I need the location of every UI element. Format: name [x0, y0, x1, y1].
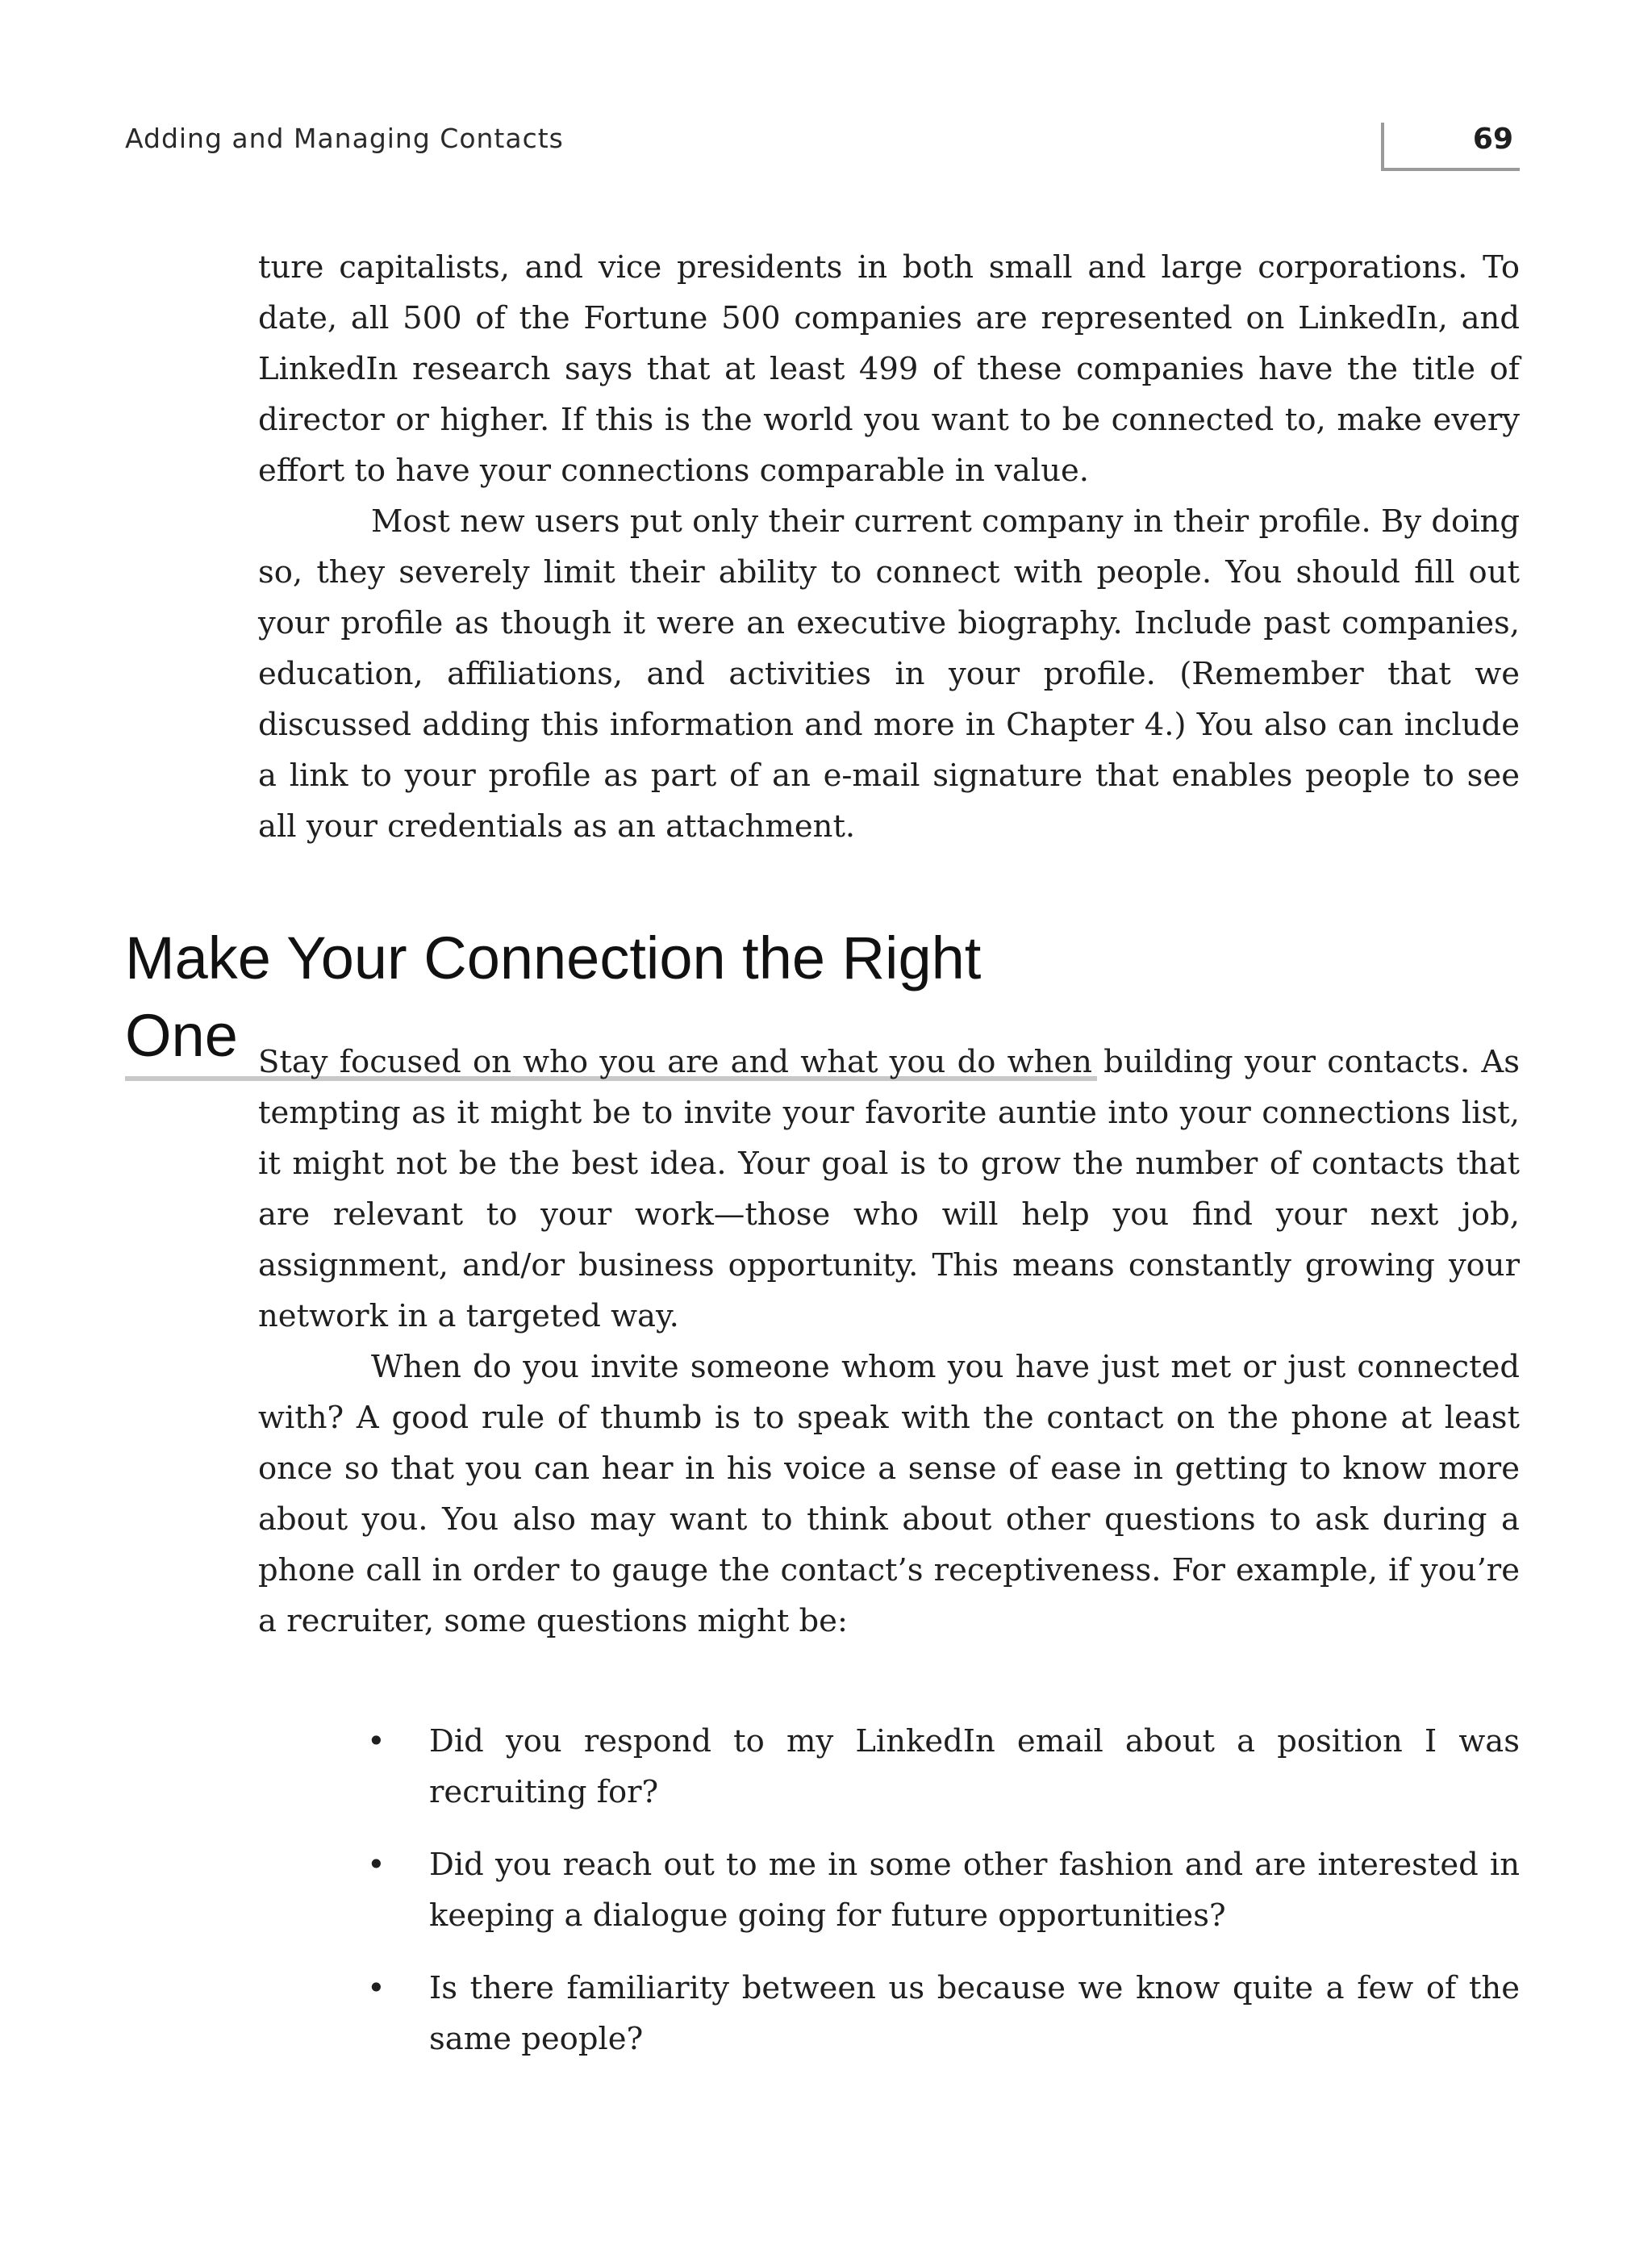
list-item-text: Is there familiarity between us because we know quite a few of the same people?	[429, 1970, 1520, 2057]
section-paragraph-1: Stay focused on who you are and what you do when building your contacts. As tempting as it might be to invite your favorite auntie into your connections list, it might not be the best idea. Your goal is to grow the number of contacts that are relevant to your work—those who will help you find your next job, assignment, and/or business opportunity. This means constantly growing your network in a targeted way.	[258, 1044, 1520, 1334]
list-item-text: Did you reach out to me in some other fashion and are interested in keeping a dialogue going for future opportunities?	[429, 1847, 1520, 1934]
running-head: Adding and Managing Contacts	[125, 123, 564, 154]
intro-text-block	[258, 242, 1520, 852]
page-number-box	[1381, 123, 1520, 171]
intro-paragraph-1: ture capitalists, and vice presidents in both small and large corporations. To date, all 500 of the Fortune 500 companies are represented on LinkedIn, and LinkedIn research says that at least 499 of these companies have the title of director or higher. If this is the world you want to be connected to, make every effort to have your connections comparable in value.	[258, 249, 1520, 489]
bullet-icon: •	[367, 1847, 386, 1883]
intro-paragraph-2: Most new users put only their current company in their profile. By doing so, they severely limit their ability to connect with people. You should fill out your profile as though it were an executive biography. Include past companies, education, affiliations, and activities in your profile. (Remember that we discussed adding this information and more in Chapter 4.) You also can include a link to your profile as part of an e-mail signature that enables people to see all your credentials as an attachment.	[258, 503, 1520, 845]
list-item	[258, 1716, 1520, 1818]
section-paragraph-2: When do you invite someone whom you have just met or just connected with? A good rule of thumb is to speak with the contact on the phone at least once so that you can hear in his voice a sense of ease in getting to know more about you. You also may want to think about other questions to ask during a phone call in order to gauge the contact’s receptiveness. For example, if you’re a recruiter, some questions might be:	[258, 1349, 1520, 1639]
section-text-block	[258, 1037, 1520, 1647]
list-item	[258, 1963, 1520, 2064]
section-heading: Make Your Connection the Right One	[125, 920, 1097, 1081]
list-item-text: Did you respond to my LinkedIn email about a position I was recruiting for?	[429, 1723, 1520, 1810]
question-bullet-list	[258, 1716, 1520, 2086]
bullet-icon: •	[367, 1723, 386, 1759]
page-number: 69	[1472, 123, 1513, 156]
list-item	[258, 1839, 1520, 1941]
bullet-icon: •	[367, 1970, 386, 2006]
